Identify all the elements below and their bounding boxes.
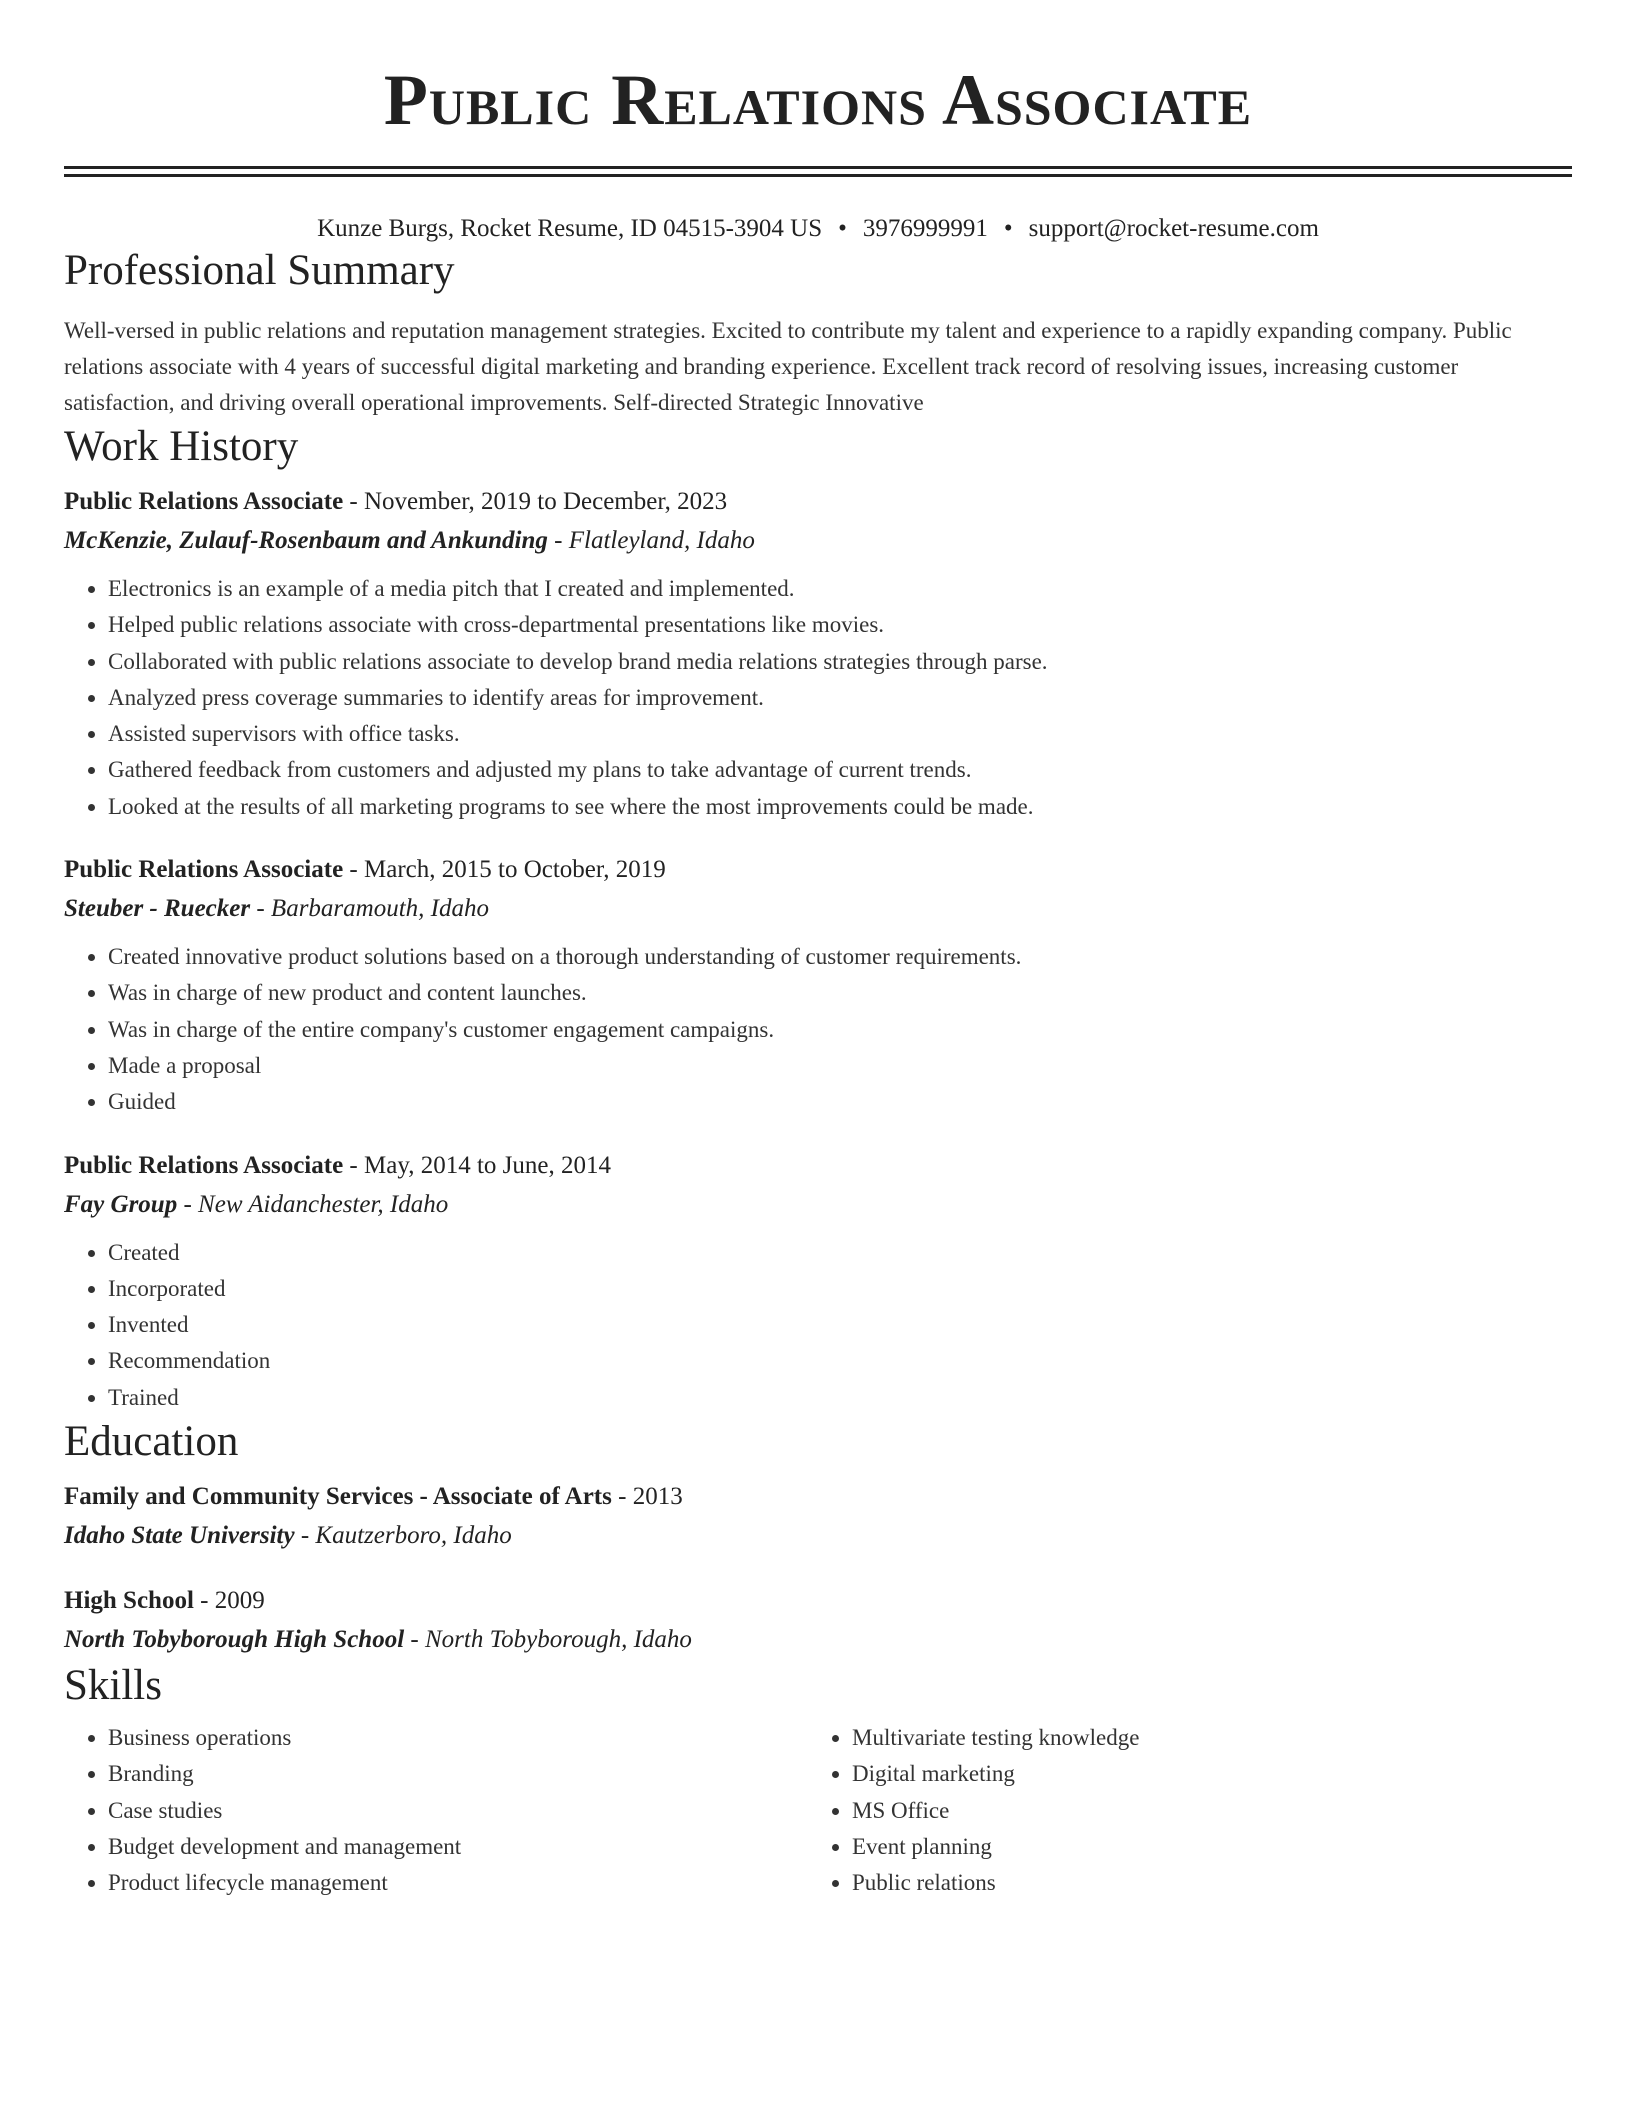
contact-separator: •	[1003, 215, 1013, 242]
education-school-line	[64, 1516, 1572, 1556]
list-item: • Created innovative product solutions based on a thorough understanding of customer requirements.	[108, 939, 1572, 975]
education-location: - North Tobyborough, Idaho	[404, 1626, 692, 1654]
list-item: • Business operations	[108, 1720, 808, 1756]
skills-column-left	[64, 1720, 808, 1901]
job-location: - Barbaramouth, Idaho	[250, 895, 489, 923]
list-item: • Multivariate testing knowledge	[852, 1720, 1552, 1756]
list-item: • Was in charge of the entire company's customer engagement campaigns.	[108, 1012, 1572, 1048]
list-item: • MS Office	[852, 1793, 1552, 1829]
list-item: • Digital marketing	[852, 1756, 1552, 1792]
education-school: North Tobyborough High School	[64, 1626, 405, 1654]
education-entry	[64, 1478, 1572, 1556]
education-heading: Education	[64, 1418, 239, 1466]
list-item: • Public relations	[852, 1865, 1552, 1901]
list-item: • Analyzed press coverage summaries to identify areas for improvement.	[108, 680, 1572, 716]
education-location: - Kautzerboro, Idaho	[294, 1522, 512, 1550]
list-item: • Branding	[108, 1756, 808, 1792]
list-item: • Helped public relations associate with cross-departmental presentations like movies.	[108, 607, 1572, 643]
job-location: - Flatleyland, Idaho	[547, 527, 755, 554]
education-degree: High School	[64, 1587, 194, 1615]
title-divider-thin	[64, 174, 1572, 177]
skills-list	[64, 1720, 1572, 1901]
job-dates: - November, 2019 to December, 2023	[343, 488, 728, 515]
list-item: • Made a proposal	[108, 1048, 1572, 1084]
job-title: Public Relations Associate	[64, 1151, 344, 1179]
education-degree-line	[64, 1582, 1572, 1620]
contact-line	[64, 213, 1572, 245]
list-item: • Collaborated with public relations associate to develop brand media relations strategies through parse.	[108, 644, 1572, 680]
job-company: McKenzie, Zulauf-Rosenbaum and Ankunding	[64, 527, 548, 554]
job-dates: - March, 2015 to October, 2019	[343, 856, 666, 884]
education-school: Idaho State University	[64, 1522, 295, 1550]
contact-separator: •	[838, 215, 847, 242]
job-company: Steuber - Ruecker	[64, 895, 251, 923]
job-bullets	[64, 571, 1572, 825]
list-item: • Trained	[108, 1380, 1572, 1416]
summary-heading: Professional Summary	[64, 247, 455, 294]
list-item: • Recommendation	[108, 1343, 1572, 1379]
list-item: • Gathered feedback from customers and adjusted my plans to take advantage of current trends.	[108, 752, 1572, 788]
education-year: - 2009	[193, 1587, 265, 1615]
list-item: • Created	[108, 1235, 1572, 1271]
job-company-line	[64, 889, 1572, 929]
job-title: Public Relations Associate	[64, 856, 344, 884]
job-bullets	[64, 939, 1572, 1120]
list-item: • Incorporated	[108, 1271, 1572, 1307]
list-item: • Electronics is an example of a media pitch that I created and implemented.	[108, 571, 1572, 607]
list-item: • Event planning	[852, 1829, 1552, 1865]
job-entry	[64, 1147, 1572, 1416]
summary-text: Well-versed in public relations and reputation management strategies. Excited to contribute my talent and experience to a rapidly expanding company. Public relations associate with 4 years of successful digital marketing and branding experience. Excellent track record of resolving issues, increasing customer satisfaction, and driving overall operational improvements. Self-directed Strategic Innovative	[64, 318, 1512, 415]
list-item: • Budget development and management	[108, 1829, 808, 1865]
education-year: - 2013	[611, 1483, 683, 1511]
list-item: • Assisted supervisors with office tasks.	[108, 716, 1572, 752]
job-location: - New Aidanchester, Idaho	[177, 1190, 449, 1218]
contact-phone: 3976999991	[862, 215, 988, 242]
list-item: • Was in charge of new product and content launches.	[108, 975, 1572, 1011]
list-item: • Invented	[108, 1307, 1572, 1343]
title-divider-thick	[64, 166, 1572, 169]
education-entry	[64, 1582, 1572, 1660]
job-entry	[64, 483, 1572, 825]
skills-column-right	[808, 1720, 1552, 1901]
job-title: Public Relations Associate	[64, 488, 344, 515]
education-degree: Family and Community Services - Associate of Arts	[64, 1483, 612, 1511]
skills-heading: Skills	[64, 1662, 162, 1710]
job-bullets	[64, 1235, 1572, 1416]
contact-email: support@rocket-resume.com	[1028, 215, 1319, 242]
job-title-line	[64, 1147, 1572, 1185]
list-item: • Product lifecycle management	[108, 1865, 808, 1901]
list-item: • Guided	[108, 1084, 1572, 1120]
job-company-line	[64, 1185, 1572, 1225]
job-dates: - May, 2014 to June, 2014	[343, 1151, 611, 1179]
contact-address: Kunze Burgs, Rocket Resume, ID 04515-3904 US	[317, 215, 823, 242]
work-history-heading: Work History	[64, 423, 299, 470]
job-company: Fay Group	[64, 1190, 178, 1218]
education-school-line	[64, 1620, 1572, 1660]
job-company-line	[64, 521, 1572, 561]
job-title-line	[64, 851, 1572, 889]
list-item: • Case studies	[108, 1793, 808, 1829]
resume-page	[64, 0, 1572, 1902]
list-item: • Looked at the results of all marketing programs to see where the most improvements could be made.	[108, 789, 1572, 825]
job-entry	[64, 851, 1572, 1120]
education-degree-line	[64, 1478, 1572, 1516]
resume-title: Public Relations Associate	[383, 60, 1253, 140]
job-title-line	[64, 483, 1572, 521]
